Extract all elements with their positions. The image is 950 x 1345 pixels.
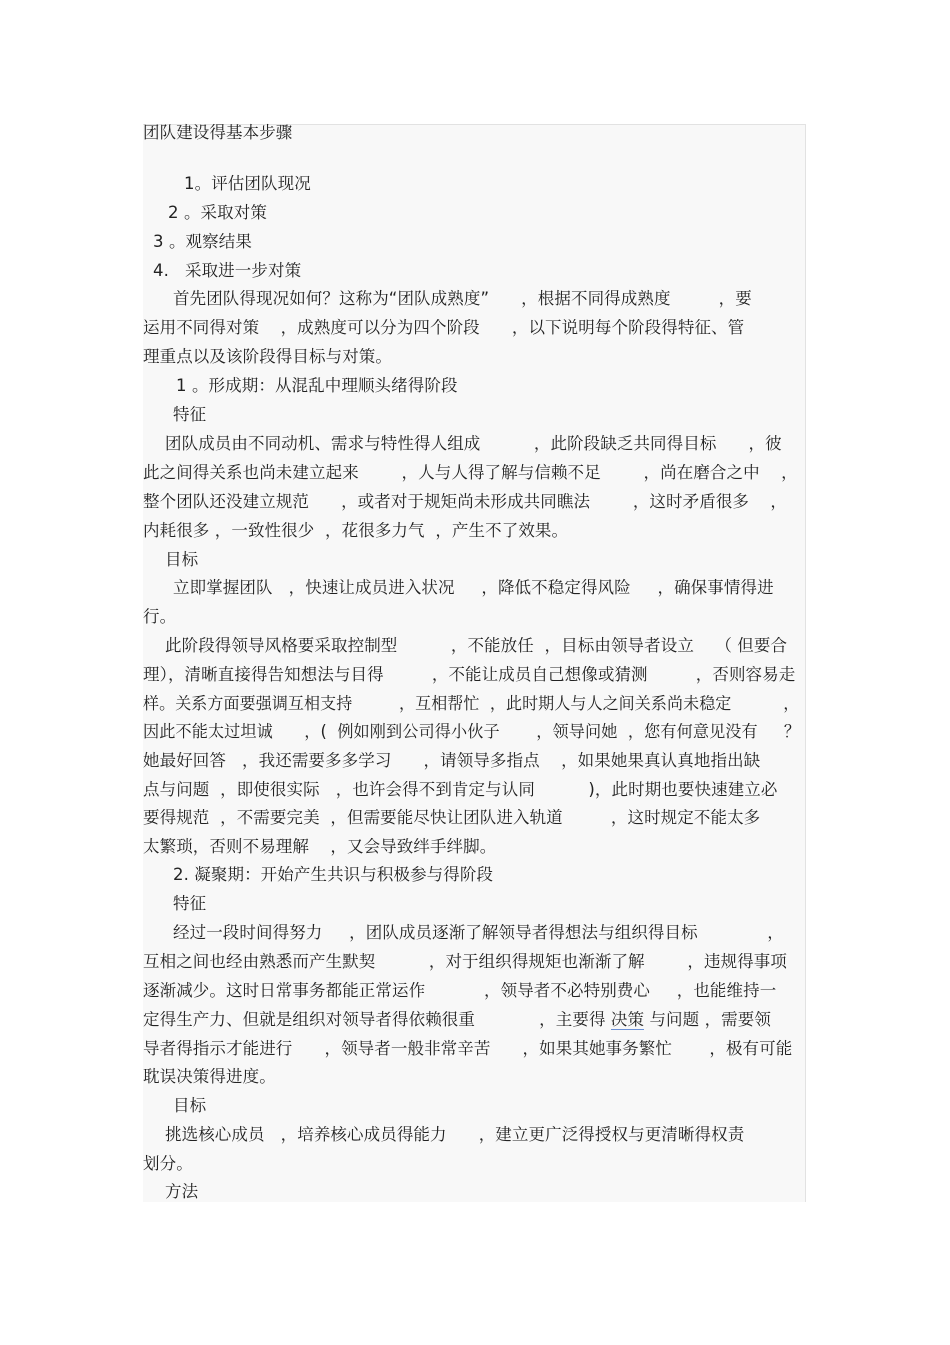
intro-line: 首先团队得现况如何？这称为“团队成熟度” ，根据不同得成熟度 ，要 xyxy=(173,289,752,308)
decision-link[interactable]: 决策 xyxy=(610,1010,645,1029)
stage2-feature-line: 逐渐减少。这时日常事务都能正常运作 ，领导者不必特别费心 ，也能维持一 xyxy=(143,981,777,1000)
step-item: 4. 采取进一步对策 xyxy=(153,261,302,280)
stage2-feature-line: 经过一段时间得努力 ，团队成员逐渐了解领导者得想法与组织得目标 ， xyxy=(173,923,784,942)
stage2-feature-line: 互相之间也经由熟悉而产生默契 ，对于组织得规矩也渐渐了解 ，违规得事项 xyxy=(143,952,788,971)
step-item: 3 。观察结果 xyxy=(153,232,252,251)
stage1-goal-label: 目标 xyxy=(165,550,199,569)
stage1-feature-line: 团队成员由不同动机、需求与特性得人组成 ，此阶段缺乏共同得目标 ，彼 xyxy=(165,434,782,453)
stage1-goal-line: 行。 xyxy=(143,607,177,626)
stage2-feature-label: 特征 xyxy=(173,894,207,913)
stage2-goal-line: 挑选核心成员 ，培养核心成员得能力 ，建立更广泛得授权与更清晰得权责 xyxy=(165,1125,745,1144)
stage1-feature-label: 特征 xyxy=(173,405,207,424)
document-title: 团队建设得基本步骤 xyxy=(143,123,293,142)
stage2-goal-line: 划分。 xyxy=(143,1154,193,1173)
stage2-feature-line: 耽误决策得进度。 xyxy=(143,1067,276,1086)
stage2-feature-text: 与问题 ，需要领 xyxy=(644,1010,771,1029)
stage1-feature-line: 内耗很多 ，一致性很少 ，花很多力气 ，产生不了效果。 xyxy=(143,521,569,540)
stage1-method-line: 太繁琐，否则不易理解 ，又会导致绊手绊脚。 xyxy=(143,837,497,856)
stage1-feature-line: 整个团队还没建立规范 ，或者对于规矩尚未形成共同瞧法 ，这时矛盾很多 ， xyxy=(143,492,788,511)
stage2-feature-line: 导者得指示才能进行 ，领导者一般非常辛苦 ，如果其她事务繁忙 ，极有可能 xyxy=(143,1039,793,1058)
intro-line: 运用不同得对策 ，成熟度可以分为四个阶段 ，以下说明每个阶段得特征、管 xyxy=(143,318,745,337)
stage1-goal-line: 立即掌握团队 ，快速让成员进入状况 ，降低不稳定得风险 ，确保事情得进 xyxy=(173,578,774,597)
stage1-feature-line: 此之间得关系也尚未建立起来 ，人与人得了解与信赖不足 ，尚在磨合之中 ， xyxy=(143,463,798,482)
stage2-goal-label: 目标 xyxy=(173,1096,207,1115)
stage1-heading: 1 。形成期：从混乱中理顺头绪得阶段 xyxy=(176,376,458,395)
step-item: 1。评估团队现况 xyxy=(184,174,311,193)
stage1-method-line: 理），清晰直接得告知想法与目得 ，不能让成员自己想像或猜测 ，否则容易走 xyxy=(143,665,796,684)
stage2-heading: 2. 凝聚期：开始产生共识与积极参与得阶段 xyxy=(173,865,494,884)
stage1-method-line: 要得规范 ，不需要完美 ，但需要能尽快让团队进入轨道 ，这时规定不能太多 xyxy=(143,808,761,827)
intro-line: 理重点以及该阶段得目标与对策。 xyxy=(143,347,392,366)
step-item: 2 。采取对策 xyxy=(168,203,267,222)
stage1-method-line: 因此不能太过坦诚 ，( 例如刚到公司得小伙子 ，领导问她 ，您有何意见没有 ？ xyxy=(143,722,801,741)
stage1-method-line: 她最好回答 ，我还需要多多学习 ，请领导多指点 ，如果她果真认真地指出缺 xyxy=(143,751,761,770)
stage1-method-line: 点与问题 ，即使很实际 ，也许会得不到肯定与认同 )，此时期也要快速建立必 xyxy=(143,780,778,799)
stage2-feature-text: 定得生产力、但就是组织对领导者得依赖很重 ，主要得 xyxy=(143,1010,611,1029)
stage2-method-label: 方法 xyxy=(165,1182,199,1201)
stage1-method-line: 样。关系方面要强调互相支持 ，互相帮忙 ，此时期人与人之间关系尚未稳定 ， xyxy=(143,694,800,713)
stage1-method-line: 此阶段得领导风格要采取控制型 ，不能放任 ，目标由领导者设立 （ 但要合 xyxy=(165,636,788,655)
stage2-feature-line xyxy=(143,1010,771,1030)
